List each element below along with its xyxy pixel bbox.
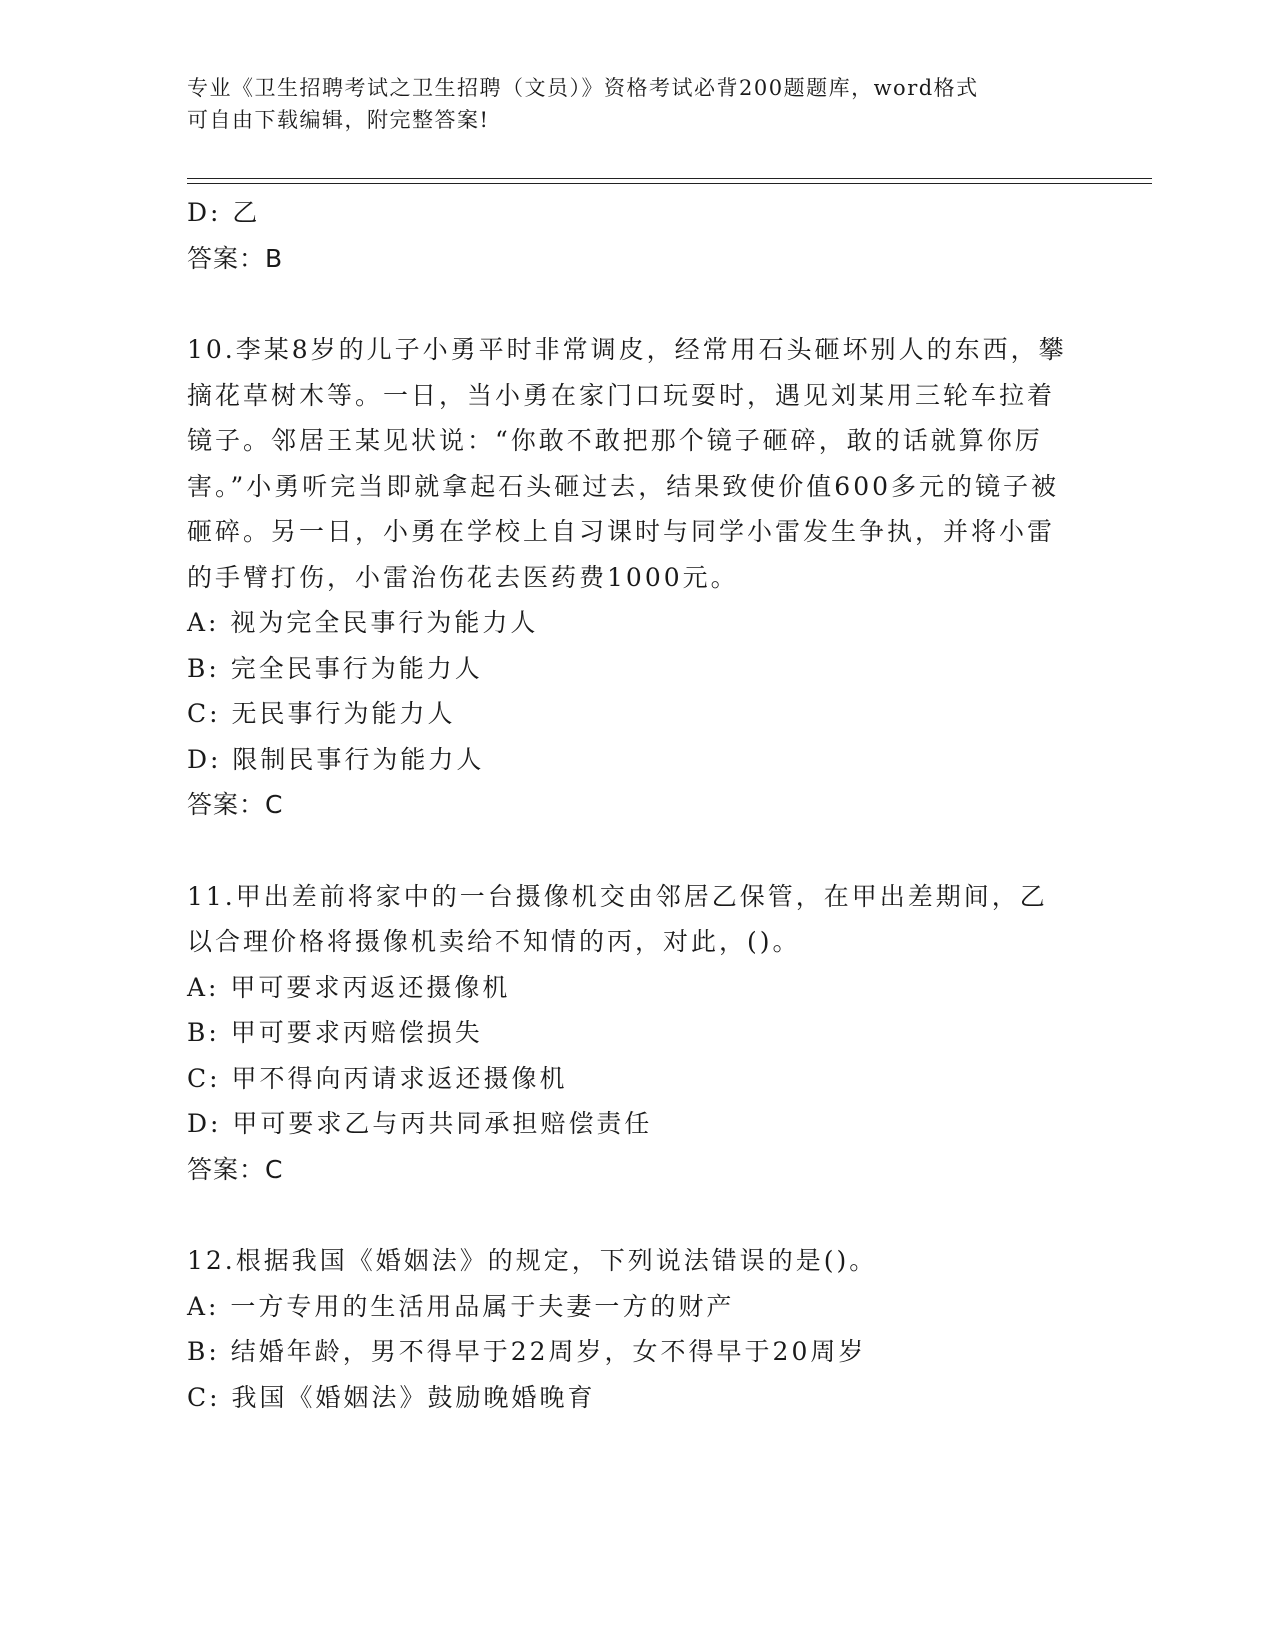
answer-text: 答案：C (187, 1154, 284, 1184)
option-d: D: 甲可要求乙与丙共同承担赔偿责任 (187, 1109, 653, 1138)
question-stem: 10.李某8岁的儿子小勇平时非常调皮，经常用石头砸坏别人的东西，攀摘花草树木等。一日，当小勇在家门口玩耍时，遇见刘某用三轮车拉着镜子。邻居王某见状说：“你敢不敢把那个镜子砸碎，敢的话就算你厉害。”小勇听完当即就拿起石头砸过去，结果致使价值600多元的镜子被砸碎。另一日，小勇在学校上自习课时与同学小雷发生争执，并将小雷的手臂打伤，小雷治伤花去医药费1000元。 (187, 335, 1067, 592)
option-d: D: 限制民事行为能力人 (187, 744, 485, 774)
question-stem: 11.甲出差前将家中的一台摄像机交由邻居乙保管，在甲出差期间，乙以合理价格将摄像机卖给不知情的丙，对此，()。 (187, 881, 1048, 956)
option-b: B: 结婚年龄，男不得早于22周岁，女不得早于20周岁 (187, 1337, 867, 1366)
option-c: C: 无民事行为能力人 (187, 699, 456, 728)
header-line-1: 专业《卫生招聘考试之卫生招聘（文员）》资格考试必背200题题库，word格式 (187, 76, 979, 100)
option-a: A: 视为完全民事行为能力人 (187, 608, 539, 637)
option-c: C: 我国《婚姻法》鼓励晚婚晚育 (187, 1382, 596, 1412)
question-12 (187, 1238, 1067, 1420)
option-d: D: 乙 (187, 198, 261, 227)
answer-text: 答案：B (187, 243, 284, 273)
document-header (187, 72, 1067, 136)
question-11 (187, 874, 1067, 1193)
option-a: A: 甲可要求丙返还摄像机 (187, 972, 511, 1002)
question-stem: 12.根据我国《婚姻法》的规定，下列说法错误的是()。 (187, 1246, 878, 1275)
option-a: A: 一方专用的生活用品属于夫妻一方的财产 (187, 1291, 735, 1321)
question-10 (187, 327, 1067, 828)
question-list (187, 190, 1067, 1420)
option-b: B: 完全民事行为能力人 (187, 653, 483, 683)
option-c: C: 甲不得向丙请求返还摄像机 (187, 1063, 568, 1093)
header-rule-top (187, 178, 1152, 179)
header-rule-bottom (187, 183, 1152, 184)
option-b: B: 甲可要求丙赔偿损失 (187, 1018, 483, 1047)
header-line-2: 可自由下载编辑，附完整答案! (187, 108, 490, 132)
answer-text: 答案：C (187, 790, 284, 819)
